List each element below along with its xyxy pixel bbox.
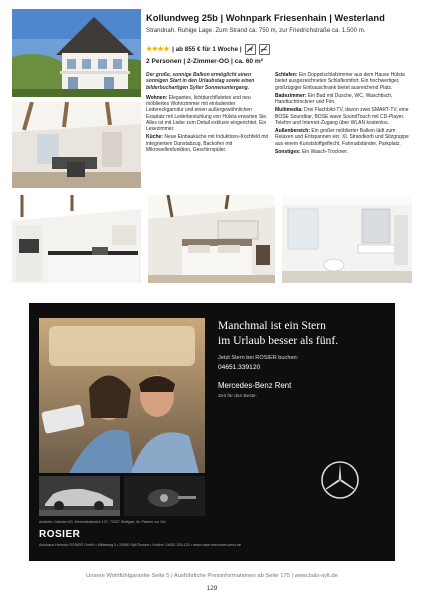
- mercedes-star-logo-icon: [320, 460, 360, 500]
- left-description-column: [146, 72, 271, 155]
- star-rating: ★★★★: [146, 46, 170, 53]
- section-aussenbereich: [275, 128, 412, 147]
- ad-headline-line-1: Manchmal ist ein Stern: [218, 319, 326, 332]
- page-number: 129: [206, 585, 218, 592]
- bathroom-photo: [282, 195, 412, 283]
- living-room-photo: [12, 102, 141, 188]
- ad-headline: [218, 318, 338, 366]
- listing-subtitle: Strandnah. Ruhige Lage. Zum Strand ca. 750 m, zur Friedrichstraße ca. 1.500 m.: [146, 27, 366, 34]
- ad-phone-number[interactable]: 04651.339120: [218, 364, 261, 371]
- intro-text: Der große, sonnige Balkon ermöglicht einen sonnigen Start in den Urlaubstag sowie einen bilderbuchartigen Sylter Sonnenuntergang.: [146, 72, 255, 91]
- section-text: Ein Bad mit Dusche, WC, Waschtisch, Handtuchtrockner und Fön.: [275, 92, 393, 105]
- car-photo: [39, 476, 120, 516]
- kitchen-photo: [12, 195, 141, 283]
- section-wohnen: [146, 95, 271, 133]
- section-label: Wohnen:: [146, 94, 168, 101]
- couple-selfie-photo: [39, 318, 205, 473]
- section-multimedia: [275, 107, 412, 126]
- ad-brand-name: Mercedes-Benz Rent: [218, 381, 292, 390]
- section-label: Schlafen:: [275, 72, 298, 78]
- price-value: ab 855 € für 1 Woche: [175, 45, 239, 53]
- section-kueche: [146, 134, 271, 153]
- section-label: Multimedia:: [275, 107, 303, 114]
- section-text: Ein Doppelschlafzimmer aus dem Hause Hülsta bietet ausgezeichneten Schlafkomfort. Ein hochwertiger, großzügiger Einbauschrank bietet ausreichend Platz.: [275, 72, 405, 91]
- ad-subline: Jetzt Stern bei ROSIER buchen:: [218, 355, 299, 361]
- section-label: Küche:: [146, 134, 163, 141]
- section-text: Ein Wasch-Trockner.: [301, 148, 348, 155]
- section-label: Sonstiges:: [275, 148, 301, 155]
- bedroom-photo: [148, 195, 275, 283]
- section-text: Ein großer möblierter Balkon lädt zum Relaxen und Entspannen ein: XL Strandkorb und Sitzgruppe aus einem Kunststoffgeflecht. Fahrradständer. Parkplatz.: [275, 128, 409, 147]
- ad-headline-line-2: im Urlaub besser als fünf.: [218, 334, 339, 347]
- rosier-logo: ROSIER: [39, 529, 81, 540]
- page-footer: Unsere Wohlfühlgarantie Seite 5 | Ausführliche Preisinformationen ab Seite 175 | www.bals-sylt.de: [86, 573, 338, 579]
- section-text: Neue Einbauküche mit Induktions-Kochfeld mit integriertem Dunstabzug, Backofen mit Mikrowellenfunktion, Geschirrspüler.: [146, 134, 269, 153]
- section-text: Drei Flachbild-TV, davon zwei SMART-TV, eine BOSE Soundbar, BOSE wave SoundTouch mit CD-Player. Telefon und Internet-Zugang über WLAN kostenlos.: [275, 107, 409, 126]
- car-key-photo: [124, 476, 205, 516]
- section-sonstiges: [275, 149, 412, 155]
- right-description-column: [275, 72, 412, 157]
- section-badezimmer: [275, 93, 412, 106]
- listing-title: Kollundweg 25b | Wohnpark Friesenhain | Westerland: [146, 12, 385, 23]
- no-dog-icon: [245, 44, 256, 55]
- house-exterior-photo: [12, 9, 141, 97]
- ad-provider-text: Anbieter: Daimler AG, Mercedesstraße 137, 70327 Stuttgart, Ihr Partner vor Ort:: [39, 520, 167, 524]
- section-schlafen: [275, 72, 412, 91]
- section-text: Elegantes, lichtdurchflutetes und neu möbliertes Wohnzimmer mit einladender Ledereckgarnitur und einen außergewöhnlichen Essplatz mit Lederbestuhlung von Hülsta erwarten Sie. Alles ist mit Liebe zum Detail exklusiv eingerichtet. Ein Lesezimmer.: [146, 94, 268, 132]
- no-smoking-icon: [259, 44, 270, 55]
- ad-claim: Zeit für das Beste.: [218, 394, 257, 399]
- section-label: Außenbereich:: [275, 128, 311, 134]
- section-label: Badezimmer:: [275, 92, 307, 99]
- dealer-address: Autohaus Heinrich ROSIER GmbH • Mittelweg 3 • 25980 Sylt/Tinnum • Hotline: 04651.339-120 • www.rosier.mercedes-benz.de: [39, 543, 242, 547]
- price-label: | ab 855 € für 1 Woche |: [172, 45, 242, 53]
- listing-specs: 2 Personen | 2-Zimmer-OG | ca. 60 m²: [146, 58, 263, 65]
- rating-price-bar: [146, 44, 270, 54]
